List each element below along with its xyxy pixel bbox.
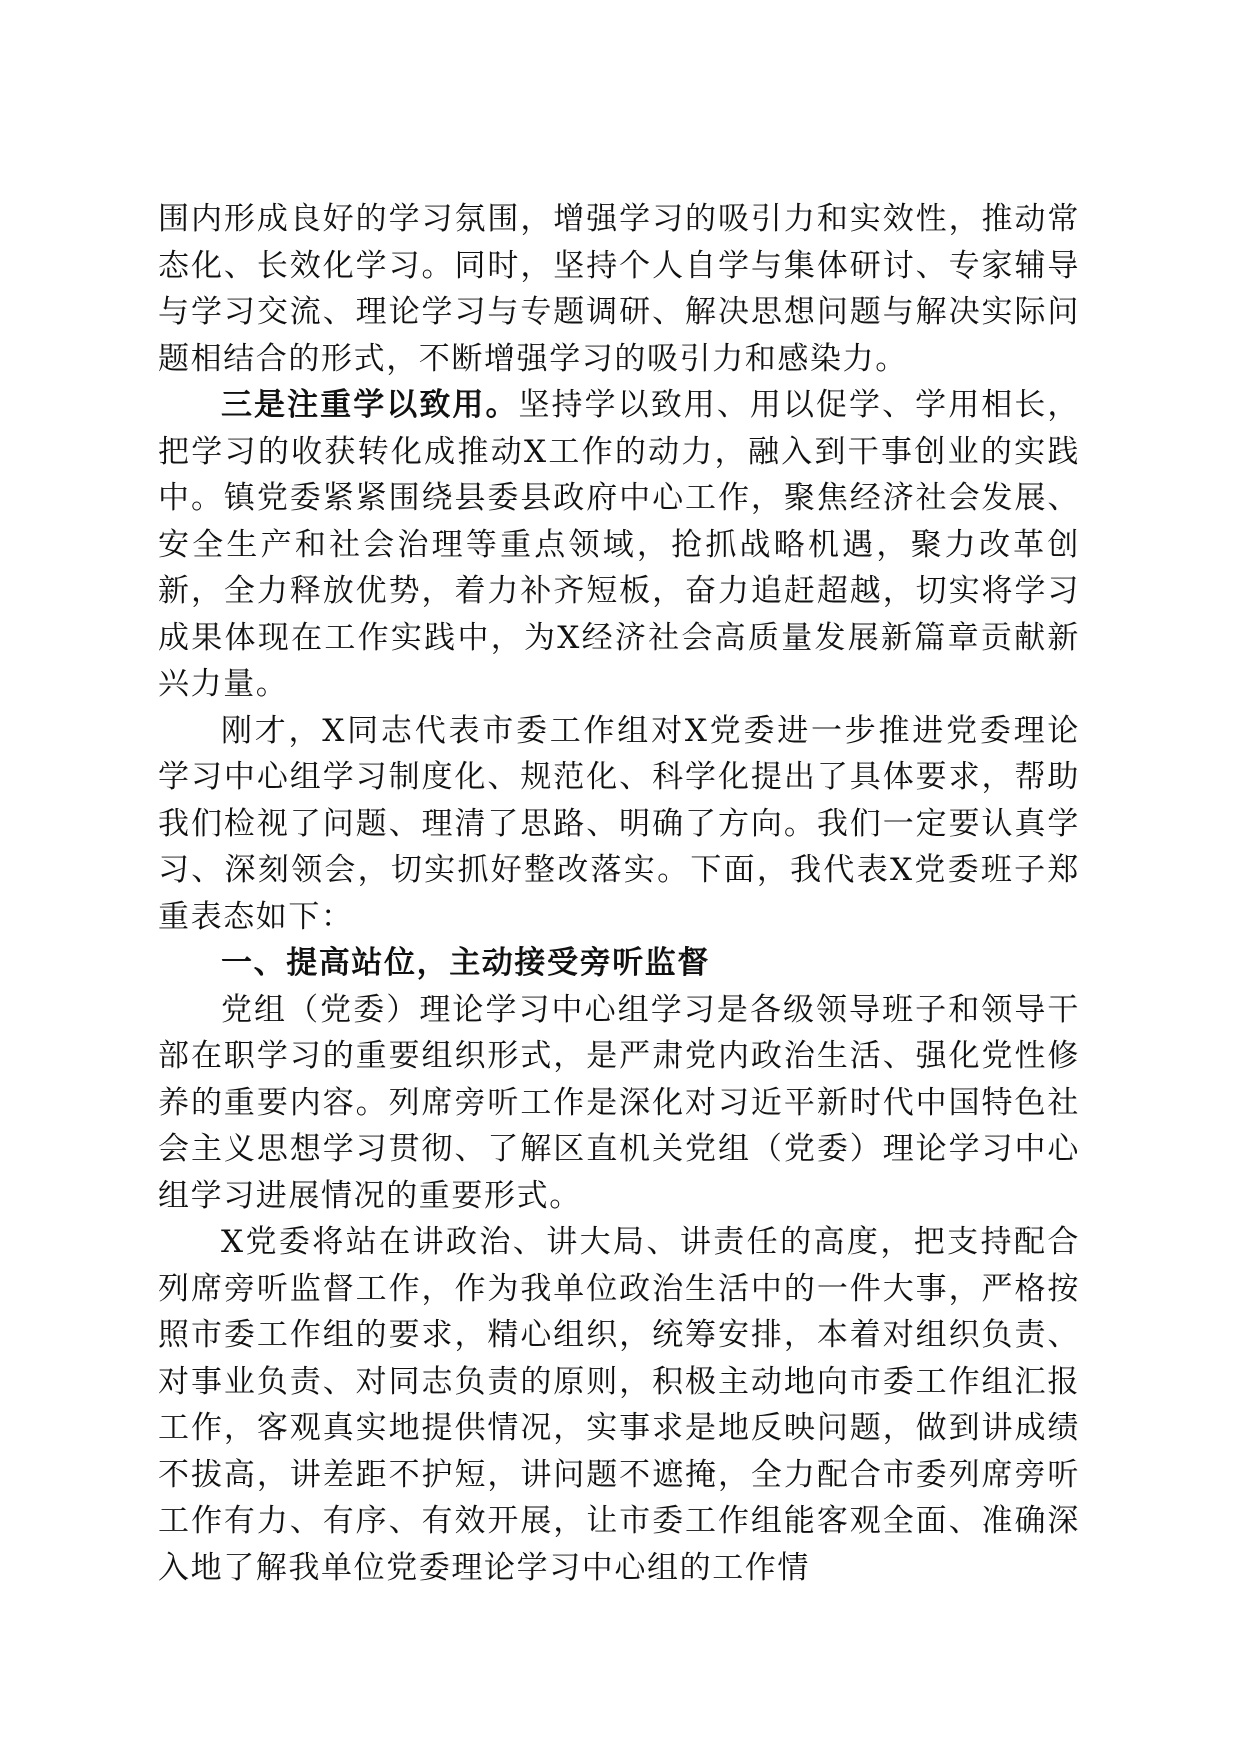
paragraph-body: 坚持学以致用、用以促学、学用相长，把学习的收获转化成推动X工作的动力，融入到干事创业的实践中。镇党委紧紧围绕县委县政府中心工作，聚焦经济社会发展、安全生产和社会治理等重点领域，抢抓战略机遇，聚力改革创新，全力释放优势，着力补齐短板，奋力追赶超越，切实将学习成果体现在工作实践中，为X经济社会高质量发展新篇章贡献新兴力量。 bbox=[158, 387, 1080, 702]
paragraph-commitment: X党委将站在讲政治、讲大局、讲责任的高度，把支持配合列席旁听监督工作，作为我单位政治生活中的一件大事，严格按照市委工作组的要求，精心组织，统筹安排，本着对组织负责、对事业负责、对同志负责的原则，积极主动地向市委工作组汇报工作，客观真实地提供情况，实事求是地反映问题，做到讲成绩不拔高，讲差距不护短，讲问题不遮掩，全力配合市委列席旁听工作有力、有序、有效开展，让市委工作组能客观全面、准确深入地了解我单位党委理论学习中心组的工作情 bbox=[158, 1224, 1080, 1586]
paragraph-apply-learning bbox=[158, 382, 1080, 708]
section-heading: 一、提高站位，主动接受旁听监督 bbox=[221, 945, 710, 981]
paragraph-statement: 刚才，X同志代表市委工作组对X党委进一步推进党委理论学习中心组学习制度化、规范化、科学化提出了具体要求，帮助我们检视了问题、理清了思路、明确了方向。我们一定要认真学习、深刻领会，切实抓好整改落实。下面，我代表X党委班子郑重表态如下： bbox=[158, 712, 1080, 935]
paragraph-lead-bold: 三是注重学以致用。 bbox=[221, 387, 519, 423]
paragraph-continued: 围内形成良好的学习氛围，增强学习的吸引力和实效性，推动常态化、长效化学习。同时，坚持个人自学与集体研讨、专家辅导与学习交流、理论学习与专题调研、解决思想问题与解决实际问题相结合的形式，不断增强学习的吸引力和感染力。 bbox=[158, 201, 1080, 377]
paragraph-study-group: 党组（党委）理论学习中心组学习是各级领导班子和领导干部在职学习的重要组织形式，是严肃党内政治生活、强化党性修养的重要内容。列席旁听工作是深化对习近平新时代中国特色社会主义思想学习贯彻、了解区直机关党组（党委）理论学习中心组学习进展情况的重要形式。 bbox=[158, 991, 1080, 1214]
document-page bbox=[158, 196, 1080, 1591]
